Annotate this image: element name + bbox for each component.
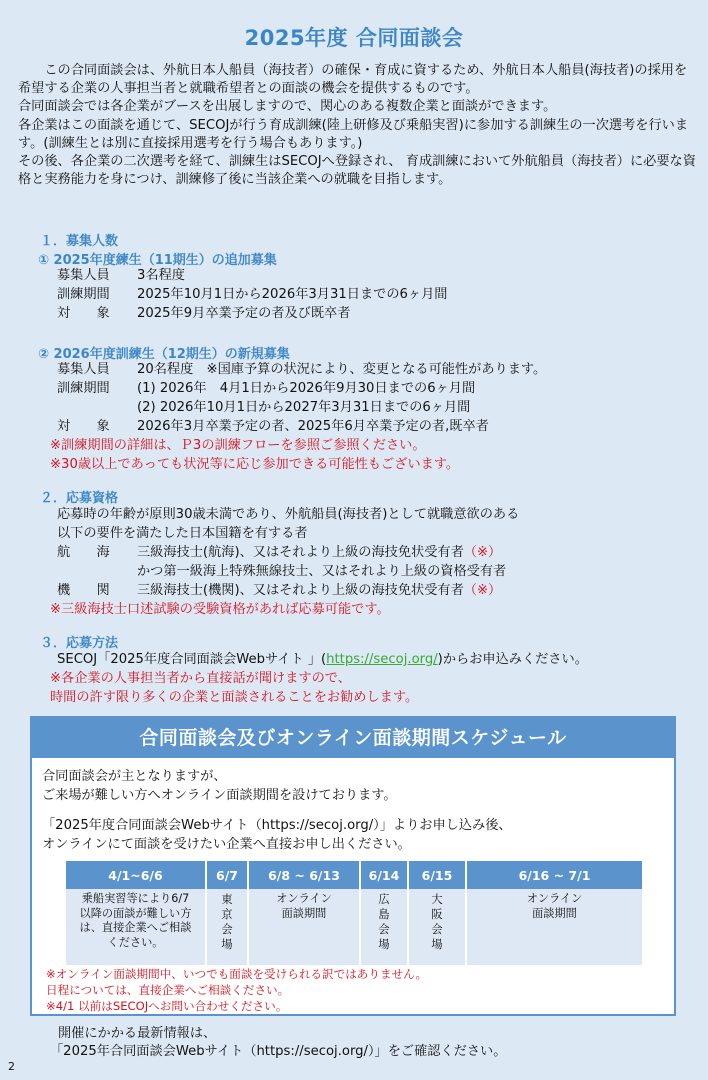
application-text (57, 651, 588, 669)
row-value: 三級海技士(航海)、又はそれより上級の海技免状受有者 (137, 545, 464, 560)
schedule-table (66, 861, 642, 965)
row-value: (1) 2026年 4月1日から2026年9月30日までの6ヶ月間 (137, 381, 476, 396)
row-label: 募集人員 (57, 362, 110, 377)
intro-text (18, 62, 698, 189)
page-number: 2 (8, 1060, 15, 1073)
row-value: 20名程度 ※国庫予算の状況により、変更となる可能性があります。 (137, 362, 547, 377)
info-row (57, 380, 475, 398)
nav-requirement-2: かつ第一級海上特殊無線技士、又はそれより上級の資格受有者 (137, 564, 507, 579)
note-text: ※30歳以上であっても状況等に応じ参加できる可能性もございます。 (50, 457, 460, 472)
row-value: 2025年9月卒業予定の者及び既卒者 (137, 306, 351, 321)
row-value: 2025年10月1日から2026年3月31日までの6ヶ月間 (137, 287, 448, 302)
row-label: 機 関 (57, 583, 110, 598)
cell-text: 大阪会場 (431, 893, 443, 951)
cell-text: 乗船実習等により6/7以降の面談が難しい方は、直接企業へご相談ください。 (79, 892, 192, 949)
intro-paragraph: 各企業はこの面談を通じて、SECOJが行う育成訓練(陸上研修及び乗船実習)に参加する訓練生の一次選考を行います。(訓練生とは別に直接採用選考を行う場合もあります。) (18, 117, 689, 151)
schedule-text: ご来場が難しい方へオンライン面談期間を設けております。 (42, 788, 397, 803)
page-title: 2025年度 合同面談会 (244, 26, 464, 50)
section-heading-recruitment: １．募集人数 (40, 234, 119, 249)
cell-text: オンライン面談期間 (276, 892, 332, 920)
table-cell (408, 889, 466, 965)
intro-paragraph: この合同面談会は、外航日本人船員（海技者）の確保・育成に資するため、外航日本人船員(海技者)の採用を希望する企業の人事担当者と就職希望者との面談の機会を提供するものです。 (18, 63, 688, 97)
table-header: 6/8 ~ 6/13 (248, 861, 360, 889)
note-text: ※訓練期間の詳細は、Ｐ3の訓練フローを参照ご参照ください。 (50, 438, 426, 453)
info-row (57, 286, 447, 304)
table-header-row (66, 861, 642, 889)
row-label: 航 海 (57, 545, 110, 560)
note-text: ※各企業の人事担当者から直接話が聞けますので、 (50, 671, 351, 686)
info-row (57, 361, 546, 379)
footer-line: 「2025年合同面談会Webサイト（https://secoj.org/）」をご確認ください。 (50, 1044, 507, 1059)
note-text: 日程については、直接企業へご相談ください。 (46, 983, 290, 997)
subsection-heading-2026: ② 2026年度訓練生（12期生）の新規募集 (38, 347, 290, 362)
table-cell (360, 889, 408, 965)
table-header: 6/14 (360, 861, 408, 889)
cell-text: オンライン面談期間 (526, 892, 583, 920)
eng-requirement (57, 582, 501, 600)
info-row (57, 305, 350, 323)
schedule-notes (46, 966, 427, 1014)
row-value: 三級海技士(機関)、又はそれより上級の海技免状受有者 (137, 583, 464, 598)
info-row (57, 267, 185, 285)
note-text: ※4/1 以前はSECOJへお問い合わせください。 (46, 999, 288, 1013)
footer-info (50, 1025, 506, 1061)
row-value: (2) 2026年10月1日から2027年3月31日までの6ヶ月間 (137, 400, 471, 415)
eligibility-text: 応募時の年齢が原則30歳未満であり、外航船員(海技者)として就職意欲のある (57, 507, 520, 522)
note-mark: （※） (463, 545, 502, 560)
table-header: 6/16 ~ 7/1 (466, 861, 642, 889)
table-header: 6/7 (206, 861, 248, 889)
footer-line: 開催にかかる最新情報は、 (58, 1026, 217, 1041)
row-label: 訓練期間 (57, 287, 110, 302)
note-text: ※オンライン面談期間中、いつでも面談を受けられる訳ではありません。 (46, 967, 428, 981)
cell-text: 広島会場 (378, 893, 390, 951)
subsection-heading-2025: ① 2025年度練生（11期生）の追加募集 (38, 253, 277, 268)
note-mark: （※） (463, 583, 502, 598)
schedule-text: オンラインにて面談を受けたい企業へ直接お申し出ください。 (42, 837, 411, 852)
table-cell (206, 889, 248, 965)
section-heading-eligibility: ２．応募資格 (40, 491, 119, 506)
note-text: ※三級海技士口述試験の受験資格があれば応募可能です。 (50, 602, 390, 617)
table-cell (248, 889, 360, 965)
note-text: 時間の許す限り多くの企業と面談されることをお勧めします。 (50, 690, 419, 705)
schedule-text: 合同面談会が主となりますが、 (42, 769, 227, 784)
table-header: 6/15 (408, 861, 466, 889)
row-label: 対 象 (57, 306, 110, 321)
schedule-panel (30, 716, 676, 1016)
info-row (57, 399, 470, 417)
intro-paragraph: その後、各企業の二次選考を経て、訓練生はSECOJへ登録され、 育成訓練において外航船員（海技者）に必要な資格と実務能力を身につけ、訓練修了後に当該企業への就職を目指します。 (18, 154, 696, 188)
cell-text: 東京会場 (221, 893, 233, 951)
table-cell (66, 889, 206, 965)
schedule-text: 「2025年度合同面談会Webサイト（https://secoj.org/）」よりお申し込み後、 (42, 818, 512, 833)
table-cell (466, 889, 642, 965)
section-heading-application: ３．応募方法 (40, 636, 119, 651)
eligibility-text: 以下の要件を満たした日本国籍を有する者 (57, 526, 308, 541)
application-prefix: SECOJ「2025年度合同面談会Webサイト 」( (57, 652, 327, 667)
row-value: 3名程度 (137, 268, 185, 283)
info-row (57, 418, 489, 436)
website-link[interactable]: https://secoj.org/ (326, 652, 438, 667)
row-label: 訓練期間 (57, 381, 110, 396)
table-row (66, 889, 642, 965)
row-label: 募集人員 (57, 268, 110, 283)
row-value: 2026年3月卒業予定の者、2025年6月卒業予定の者,既卒者 (137, 419, 489, 434)
nav-requirement (57, 544, 501, 562)
table-header: 4/1~6/6 (66, 861, 206, 889)
row-label: 対 象 (57, 419, 110, 434)
intro-paragraph: 合同面談会では各企業がブースを出展しますので、関心のある複数企業と面談ができます。 (18, 99, 557, 115)
schedule-heading: 合同面談会及びオンライン面談期間スケジュール (32, 718, 674, 758)
application-suffix: )からお申込みください。 (437, 652, 588, 667)
